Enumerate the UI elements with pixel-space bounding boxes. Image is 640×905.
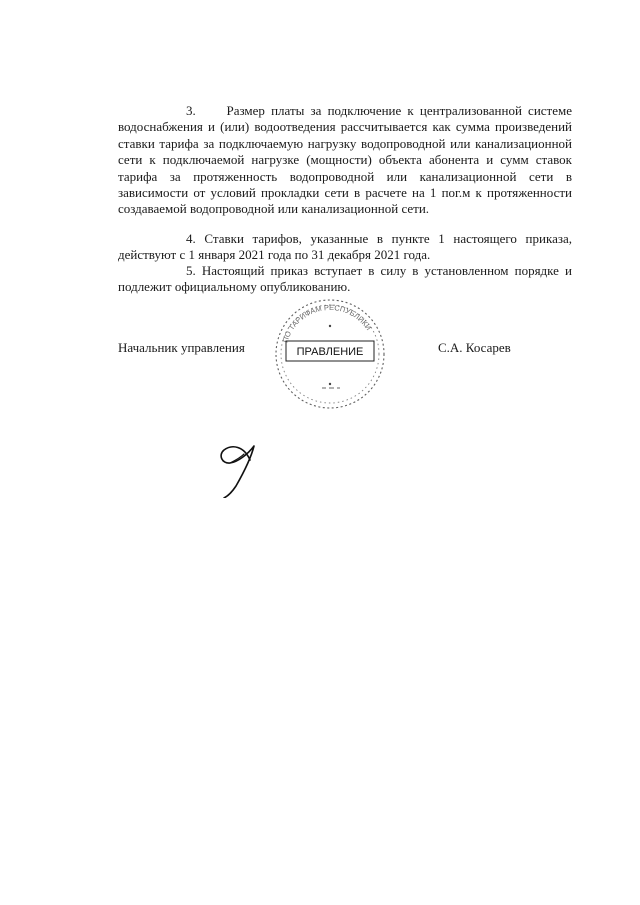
stamp-center-text: ПРАВЛЕНИЕ [296, 346, 364, 358]
position-title: Начальник управления [118, 340, 245, 355]
paragraph-5 [118, 263, 572, 296]
paragraph-3 [118, 103, 572, 218]
signer-name: С.А. Косарев [438, 340, 511, 355]
paragraph-5-number: 5. [186, 263, 196, 278]
paragraph-3-text: Размер платы за подключение к централизованной системе водоснабжения и (или) водоотведения рассчитывается как сумма произведений ставки тарифа за подключаемую нагрузку водопроводной или канализационной сети к подключаемой нагрузке (мощности) объекта абонента и сумм ставок тарифа за протяженность водопроводной или канализационной сети в зависимости от условий прокладки сети в расчете на 1 пог.м к протяженности создаваемой водопроводной или канализационной сети. [118, 103, 572, 217]
paragraph-5-text: Настоящий приказ вступает в силу в установленном порядке и подлежит официальному опубликованию. [118, 263, 572, 295]
paragraph-4-text: Ставки тарифов, указанные в пункте 1 настоящего приказа, действуют с 1 января 2021 года по 31 декабря 2021 года. [118, 231, 572, 263]
stamp-ring-text: ПО ТАРИФАМ РЕСПУБЛИКИ [280, 302, 374, 344]
official-stamp [272, 296, 388, 412]
paragraph-4 [118, 231, 572, 264]
handwritten-signature [210, 440, 270, 498]
paragraph-4-number: 4. [186, 231, 196, 246]
paragraph-3-number: 3. [186, 103, 196, 118]
